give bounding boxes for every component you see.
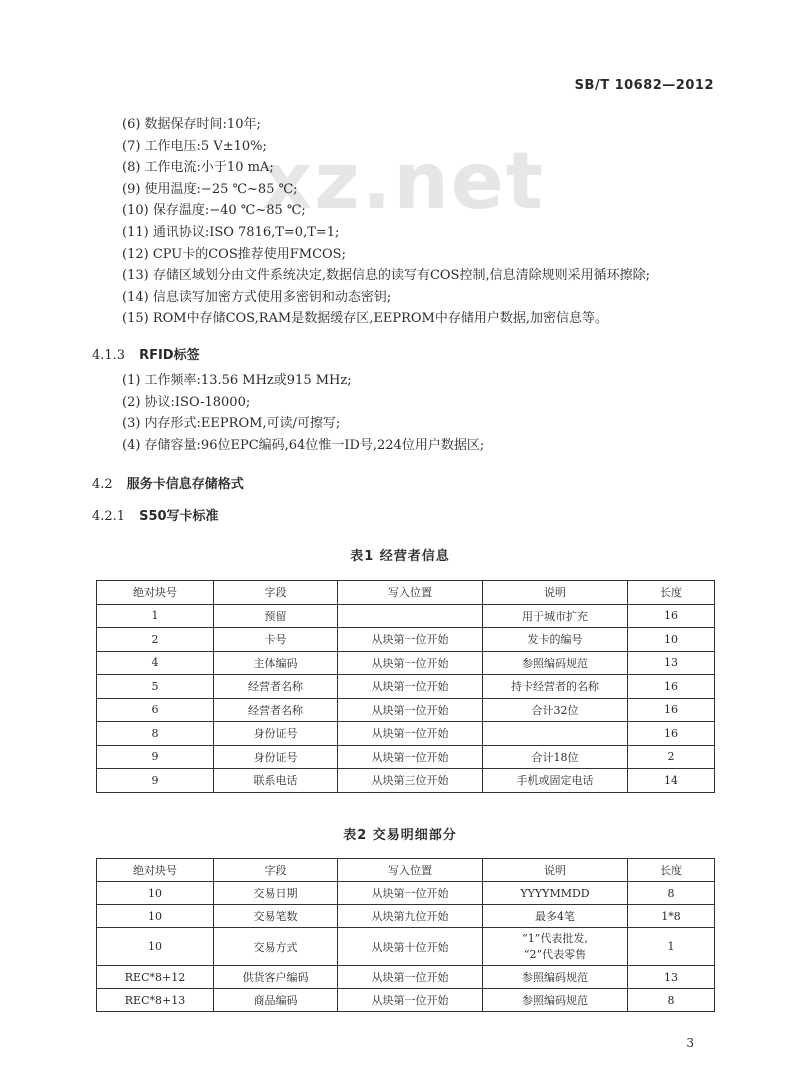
list-item: (8) 工作电流:小于10 mA;: [122, 160, 274, 176]
page-number: 3: [686, 1036, 694, 1050]
column-header: 写入位置: [338, 859, 483, 882]
section-title: 服务卡信息存储格式: [126, 477, 244, 492]
list-item: (4) 存储容量:96位EPC编码,64位惟一ID号,224位用户数据区;: [122, 437, 485, 453]
table-cell: 13: [628, 651, 715, 675]
table-cell: 9: [97, 745, 214, 769]
table-cell: 经营者名称: [214, 675, 338, 699]
table-cell: [483, 722, 628, 746]
table-cell: YYYYMMDD: [483, 882, 628, 905]
table-cell: 身份证号: [214, 745, 338, 769]
table-header-row: [97, 581, 715, 605]
table-cell: 商品编码: [214, 989, 338, 1012]
table-cell: 联系电话: [214, 769, 338, 793]
table1-caption: 表1 经营者信息: [350, 549, 450, 564]
table-cell: 从块第一位开始: [338, 882, 483, 905]
list-item: (1) 工作频率:13.56 MHz或915 MHz;: [122, 373, 352, 388]
table-cell: 最多4笔: [483, 905, 628, 928]
list-item: (13) 存储区域划分由文件系统决定,数据信息的读写有COS控制,信息清除规则采用循环擦除;: [122, 268, 650, 284]
table-header-row: [97, 859, 715, 882]
table-cell: 10: [628, 628, 715, 652]
table-row: [97, 722, 715, 746]
table-cell: 从块第十位开始: [338, 928, 483, 966]
table-cell: 从块第一位开始: [338, 675, 483, 699]
table-cell: 交易日期: [214, 882, 338, 905]
table-cell: 从块第一位开始: [338, 745, 483, 769]
list-item: (2) 协议:ISO-18000;: [122, 394, 251, 410]
table-cell: 供货客户编码: [214, 966, 338, 989]
table-cell: 2: [97, 628, 214, 652]
list-item: (10) 保存温度:−40 ℃~85 ℃;: [122, 203, 306, 219]
table-row: [97, 966, 715, 989]
list-item: (11) 通讯协议:ISO 7816,T=0,T=1;: [122, 225, 340, 240]
table-cell: 9: [97, 769, 214, 793]
table-cell: 交易笔数: [214, 905, 338, 928]
transaction-detail-table: [96, 858, 715, 1012]
table-cell: 1: [628, 928, 715, 966]
table-cell: 交易方式: [214, 928, 338, 966]
table-cell: 6: [97, 698, 214, 722]
column-header: 绝对块号: [97, 581, 214, 605]
watermark: xz.net: [262, 137, 546, 227]
table-cell: 主体编码: [214, 651, 338, 675]
table-cell: 16: [628, 698, 715, 722]
column-header: 写入位置: [338, 581, 483, 605]
section-4-1-3-heading: [92, 344, 200, 363]
table-cell: 4: [97, 651, 214, 675]
column-header: 说明: [483, 859, 628, 882]
table-cell: 5: [97, 675, 214, 699]
table-cell: 14: [628, 769, 715, 793]
table-cell: REC*8+12: [97, 966, 214, 989]
table-cell: 持卡经营者的名称: [483, 675, 628, 699]
table-row: [97, 628, 715, 652]
table-cell: 从块第一位开始: [338, 698, 483, 722]
section-4-2-heading: [92, 473, 244, 492]
column-header: 长度: [628, 581, 715, 605]
table-cell: [338, 604, 483, 628]
section-title: RFID标签: [139, 348, 200, 363]
table-cell: 从块第三位开始: [338, 769, 483, 793]
table-row: [97, 882, 715, 905]
table-cell: 合计32位: [483, 698, 628, 722]
table-cell: 用于城市扩充: [483, 604, 628, 628]
table-cell: 从块第一位开始: [338, 966, 483, 989]
table-cell: 1: [97, 604, 214, 628]
table-cell: 8: [628, 989, 715, 1012]
table2-caption: 表2 交易明细部分: [343, 828, 457, 843]
table-row: [97, 604, 715, 628]
section-title: S50写卡标准: [139, 509, 219, 524]
list-item: (6) 数据保存时间:10年;: [122, 117, 261, 132]
column-header: 说明: [483, 581, 628, 605]
table-cell: 1*8: [628, 905, 715, 928]
column-header: 长度: [628, 859, 715, 882]
table-cell: REC*8+13: [97, 989, 214, 1012]
table-cell: 从块第九位开始: [338, 905, 483, 928]
section-number: 4.1.3: [92, 348, 126, 363]
table-cell: 8: [628, 882, 715, 905]
section-4-2-1-heading: [92, 505, 219, 524]
table-cell: 预留: [214, 604, 338, 628]
table-cell: 8: [97, 722, 214, 746]
operator-info-table: [96, 580, 715, 793]
section-number: 4.2.1: [92, 509, 126, 524]
table-row: [97, 928, 715, 966]
table-row: [97, 675, 715, 699]
table-cell: 发卡的编号: [483, 628, 628, 652]
list-item: (15) ROM中存储COS,RAM是数据缓存区,EEPROM中存储用户数据,加密信息等。: [122, 311, 608, 327]
table-cell: 16: [628, 722, 715, 746]
table-cell: 16: [628, 675, 715, 699]
table-cell: 卡号: [214, 628, 338, 652]
list-item: (12) CPU卡的COS推荐使用FMCOS;: [122, 246, 346, 262]
table-row: [97, 651, 715, 675]
table-cell: 从块第一位开始: [338, 651, 483, 675]
table-cell: 从块第一位开始: [338, 989, 483, 1012]
column-header: 字段: [214, 859, 338, 882]
table-cell: 16: [628, 604, 715, 628]
column-header: 绝对块号: [97, 859, 214, 882]
column-header: 字段: [214, 581, 338, 605]
table-row: [97, 769, 715, 793]
table-cell: 经营者名称: [214, 698, 338, 722]
table-cell: 参照编码规范: [483, 966, 628, 989]
table-cell: 10: [97, 905, 214, 928]
table-cell: “1”代表批发, “2”代表零售: [483, 928, 628, 966]
table-cell: 参照编码规范: [483, 651, 628, 675]
table-cell: 手机或固定电话: [483, 769, 628, 793]
table-row: [97, 698, 715, 722]
list-item: (14) 信息读写加密方式使用多密钥和动态密钥;: [122, 289, 392, 305]
list-item: (7) 工作电压:5 V±10%;: [122, 138, 267, 154]
table-cell: 从块第一位开始: [338, 628, 483, 652]
table-cell: 10: [97, 882, 214, 905]
table-row: [97, 905, 715, 928]
section-number: 4.2: [92, 477, 113, 492]
table-cell: 身份证号: [214, 722, 338, 746]
table-cell: 13: [628, 966, 715, 989]
table-cell: 合计18位: [483, 745, 628, 769]
list-item: (9) 使用温度:−25 ℃~85 ℃;: [122, 181, 298, 197]
list-item: (3) 内存形式:EEPROM,可读/可擦写;: [122, 416, 341, 431]
table-cell: 参照编码规范: [483, 989, 628, 1012]
table-row: [97, 745, 715, 769]
table-cell: 2: [628, 745, 715, 769]
table-cell: 从块第一位开始: [338, 722, 483, 746]
standard-code: SB/T 10682—2012: [574, 78, 714, 93]
table-row: [97, 989, 715, 1012]
table-cell: 10: [97, 928, 214, 966]
